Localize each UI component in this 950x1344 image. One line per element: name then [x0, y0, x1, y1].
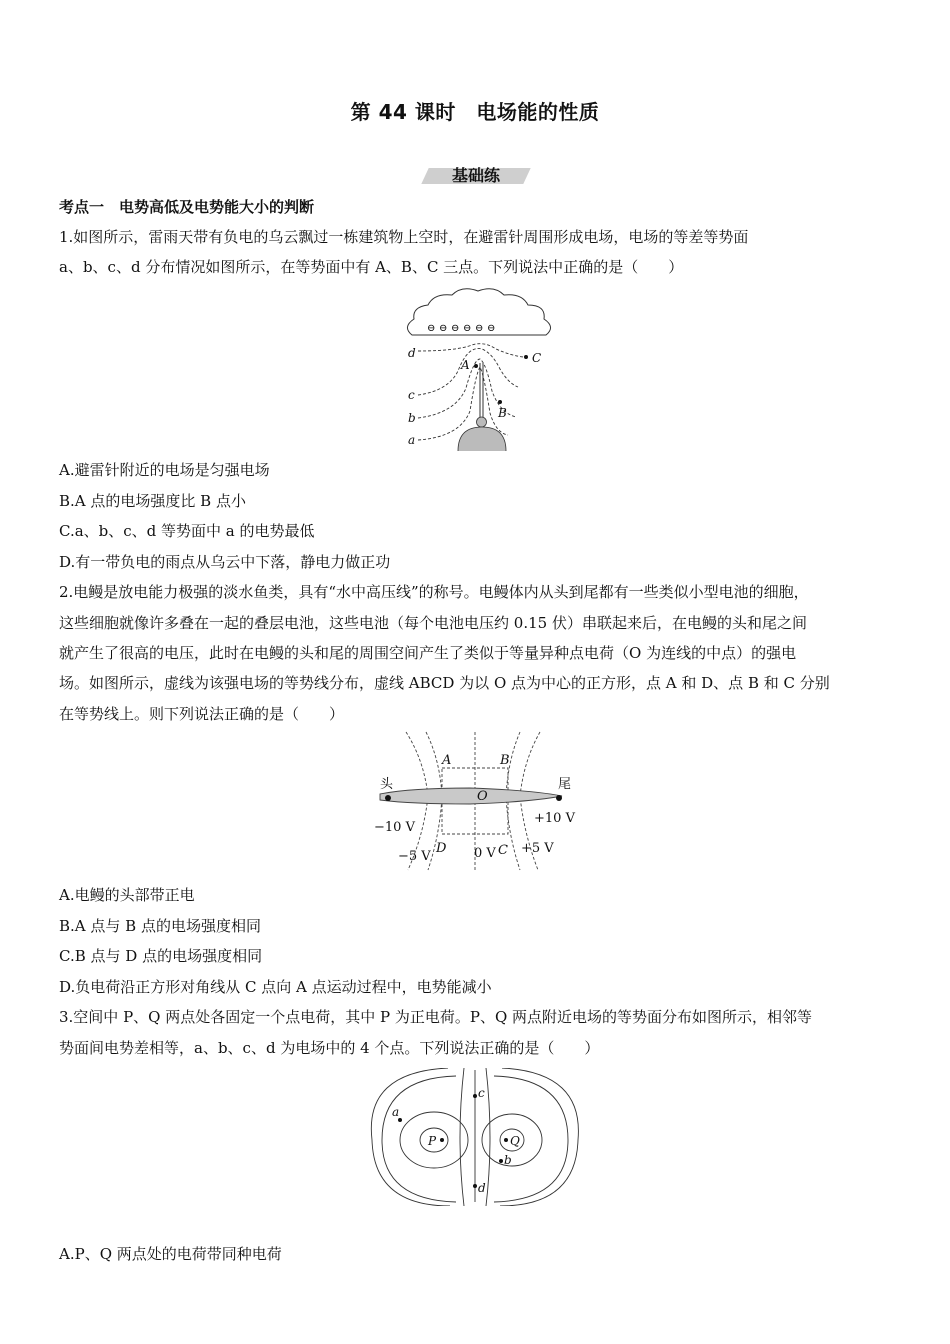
q-surface-5: [486, 1068, 490, 1206]
p-surface-3: [382, 1076, 456, 1202]
label-tail: 尾: [558, 777, 572, 792]
building-dome: [458, 427, 506, 451]
label-minus-5V: −5 V: [398, 849, 431, 864]
q2-stem-line-2: 这些细胞就像许多叠在一起的叠层电池，这些电池（每个电池电压约 0.15 伏）串联起来后，在电鳗的头和尾之间: [59, 614, 807, 632]
q1-option-b: B.A 点的电场强度比 B 点小: [59, 492, 246, 510]
q2-stem-line-1: 2.电鳗是放电能力极强的淡水鱼类，具有“水中高压线”的称号。电鳗体内从头到尾都有一些类似小型电池的细胞，: [59, 583, 809, 601]
page-title: 第 44 课时 电场能的性质: [350, 100, 600, 124]
q1-stem-line-1: 1.如图所示，雷雨天带有负电的乌云飘过一栋建筑物上空时，在避雷针周围形成电场，电场的等差等势面: [59, 228, 749, 246]
eel-head-dot: [385, 795, 391, 801]
point-d: [473, 1184, 477, 1188]
label-minus-10V: −10 V: [374, 820, 415, 835]
label-A: A: [442, 753, 452, 768]
charge-4: ⊖: [463, 323, 472, 334]
eel-tail-dot: [556, 795, 562, 801]
label-a: a: [408, 433, 416, 447]
label-d: d: [408, 346, 416, 360]
q1-stem-line-2: a、b、c、d 分布情况如图所示，在等势面中有 A、B、C 三点。下列说法中正确的是（ ）: [59, 258, 684, 276]
q2-eel-field-figure: [370, 730, 580, 876]
label-point-B: B: [498, 406, 507, 420]
label-b: b: [504, 1153, 512, 1167]
charge-P: [440, 1138, 444, 1142]
q3-option-a: A.P、Q 两点处的电荷带同种电荷: [59, 1245, 282, 1263]
point-C: [524, 355, 528, 359]
q2-stem-line-4: 场。如图所示，虚线为该强电场的等势线分布，虚线 ABCD 为以 O 点为中心的正方形，点 A 和 D、点 B 和 C 分别: [59, 674, 830, 692]
section-badge: [425, 164, 527, 188]
charge-6: ⊖: [487, 323, 496, 334]
eel-body: [380, 788, 562, 804]
label-Q: Q: [510, 1134, 520, 1148]
badge-label: 基础练: [451, 166, 500, 185]
point-B: [498, 400, 502, 404]
label-point-C: C: [532, 351, 542, 365]
charge-5: ⊖: [475, 323, 484, 334]
point-b: [499, 1159, 503, 1163]
label-0V: 0 V: [474, 846, 496, 861]
label-point-A: A: [461, 358, 470, 372]
label-P: P: [428, 1134, 437, 1148]
charge-2: ⊖: [439, 323, 448, 334]
label-B: B: [500, 753, 510, 768]
q3-equipotential-figure: [368, 1068, 582, 1206]
charge-1: ⊖: [427, 323, 436, 334]
label-b: b: [408, 411, 416, 425]
section-heading: 考点一 电势高低及电势能大小的判断: [59, 198, 315, 216]
point-c: [473, 1094, 477, 1098]
negative-charges: [427, 323, 495, 334]
label-head: 头: [380, 777, 394, 792]
point-A: [474, 364, 478, 368]
label-C: C: [498, 843, 508, 858]
q2-option-a: A.电鳗的头部带正电: [59, 886, 195, 904]
p-surface-5: [460, 1068, 464, 1206]
charge-3: ⊖: [451, 323, 460, 334]
label-plus-10V: +10 V: [534, 811, 575, 826]
q2-stem-line-3: 就产生了很高的电压，此时在电鳗的头和尾的周围空间产生了类似于等量异种点电荷（O 为连线的中点）的强电: [59, 644, 797, 662]
surface-d: [418, 344, 524, 357]
label-O: O: [477, 789, 488, 804]
rod-ball: [477, 417, 487, 427]
q1-lightning-rod-figure: [400, 283, 560, 451]
q1-option-a: A.避雷针附近的电场是匀强电场: [59, 461, 270, 479]
q2-stem-line-5: 在等势线上。则下列说法正确的是（ ）: [59, 705, 345, 723]
q2-option-d: D.负电荷沿正方形对角线从 C 点向 A 点运动过程中，电势能减小: [59, 978, 492, 996]
q2-option-b: B.A 点与 B 点的电场强度相同: [59, 917, 261, 935]
q3-stem-line-1: 3.空间中 P、Q 两点处各固定一个点电荷，其中 P 为正电荷。P、Q 两点附近电场的等势面分布如图所示，相邻等: [59, 1008, 813, 1026]
label-a: a: [392, 1105, 400, 1119]
q1-option-c: C.a、b、c、d 等势面中 a 的电势最低: [59, 522, 315, 540]
q3-stem-line-2: 势面间电势差相等，a、b、c、d 为电场中的 4 个点。下列说法正确的是（ ）: [59, 1039, 600, 1057]
label-plus-5V: +5 V: [521, 841, 554, 856]
charge-Q: [504, 1138, 508, 1142]
label-d: d: [478, 1181, 486, 1195]
label-c: c: [408, 388, 415, 402]
q2-option-c: C.B 点与 D 点的电场强度相同: [59, 947, 263, 965]
label-c: c: [478, 1086, 485, 1100]
q1-option-d: D.有一带负电的雨点从乌云中下落，静电力做正功: [59, 553, 391, 571]
label-D: D: [436, 841, 447, 856]
p-surface-4: [371, 1068, 450, 1206]
